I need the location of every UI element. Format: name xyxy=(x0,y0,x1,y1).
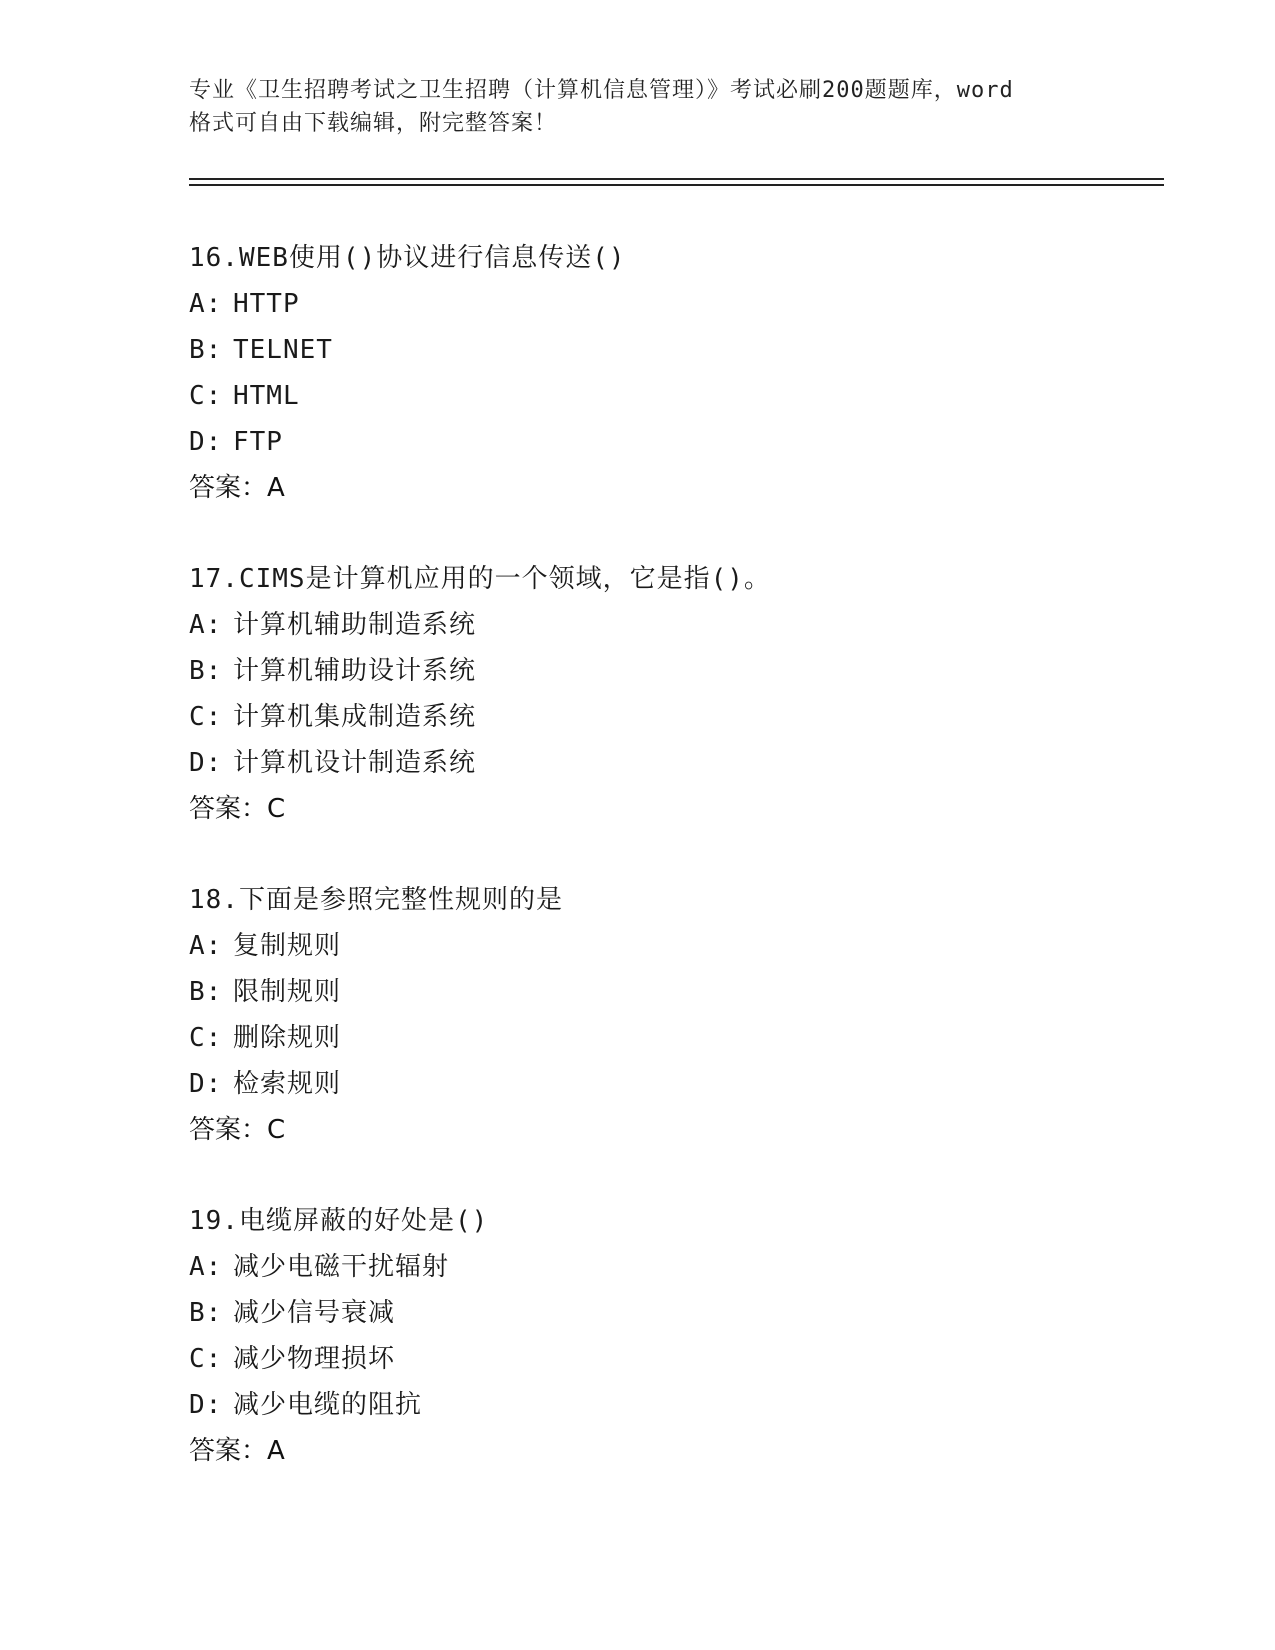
option-text: 减少信号衰减 xyxy=(233,1298,396,1328)
option-key: D: xyxy=(189,1390,223,1420)
option-text: 计算机辅助制造系统 xyxy=(233,610,477,640)
option-c xyxy=(189,1015,1139,1061)
document-header xyxy=(189,74,1119,140)
option-text: TELNET xyxy=(233,335,333,365)
option-key: B: xyxy=(189,656,223,686)
option-key: A: xyxy=(189,610,223,640)
answer-label: 答案：C xyxy=(189,1115,286,1145)
option-d xyxy=(189,740,1139,786)
option-key: A: xyxy=(189,931,223,961)
option-d xyxy=(189,1382,1139,1428)
option-key: B: xyxy=(189,977,223,1007)
question-title: 19.电缆屏蔽的好处是() xyxy=(189,1206,489,1236)
header-line-2: 格式可自由下载编辑，附完整答案！ xyxy=(189,111,558,136)
question-block xyxy=(189,1198,1139,1474)
option-text: 删除规则 xyxy=(233,1023,342,1053)
option-key: C: xyxy=(189,1344,223,1374)
option-b xyxy=(189,327,1139,373)
header-divider-top xyxy=(189,178,1164,180)
option-a xyxy=(189,923,1139,969)
option-d xyxy=(189,419,1139,465)
option-b xyxy=(189,969,1139,1015)
option-b xyxy=(189,648,1139,694)
option-text: 限制规则 xyxy=(233,977,342,1007)
option-key: B: xyxy=(189,335,223,365)
option-key: C: xyxy=(189,1023,223,1053)
option-c xyxy=(189,373,1139,419)
option-text: 减少电缆的阻抗 xyxy=(233,1390,423,1420)
option-text: HTML xyxy=(233,381,300,411)
header-line-1: 专业《卫生招聘考试之卫生招聘（计算机信息管理）》考试必刷200题题库，word xyxy=(189,78,1014,103)
answer-label: 答案：A xyxy=(189,1436,285,1466)
option-key: A: xyxy=(189,289,223,319)
option-key: A: xyxy=(189,1252,223,1282)
option-a xyxy=(189,1244,1139,1290)
question-title: 16.WEB使用()协议进行信息传送() xyxy=(189,243,626,273)
option-text: 计算机辅助设计系统 xyxy=(233,656,477,686)
option-key: D: xyxy=(189,748,223,778)
question-title: 18.下面是参照完整性规则的是 xyxy=(189,885,563,915)
header-divider-bottom xyxy=(189,184,1164,186)
option-key: D: xyxy=(189,1069,223,1099)
answer-label: 答案：C xyxy=(189,794,286,824)
option-key: C: xyxy=(189,702,223,732)
option-key: C: xyxy=(189,381,223,411)
option-text: 检索规则 xyxy=(233,1069,342,1099)
option-a xyxy=(189,281,1139,327)
option-d xyxy=(189,1061,1139,1107)
option-text: 减少物理损坏 xyxy=(233,1344,396,1374)
option-text: 复制规则 xyxy=(233,931,342,961)
option-key: D: xyxy=(189,427,223,457)
answer-label: 答案：A xyxy=(189,473,285,503)
option-c xyxy=(189,1336,1139,1382)
question-title: 17.CIMS是计算机应用的一个领域，它是指()。 xyxy=(189,564,771,594)
option-text: 计算机集成制造系统 xyxy=(233,702,477,732)
option-a xyxy=(189,602,1139,648)
option-text: 减少电磁干扰辐射 xyxy=(233,1252,450,1282)
option-text: HTTP xyxy=(233,289,300,319)
option-key: B: xyxy=(189,1298,223,1328)
option-c xyxy=(189,694,1139,740)
option-text: FTP xyxy=(233,427,283,457)
question-block xyxy=(189,235,1139,511)
question-block xyxy=(189,556,1139,832)
option-text: 计算机设计制造系统 xyxy=(233,748,477,778)
option-b xyxy=(189,1290,1139,1336)
question-block xyxy=(189,877,1139,1153)
